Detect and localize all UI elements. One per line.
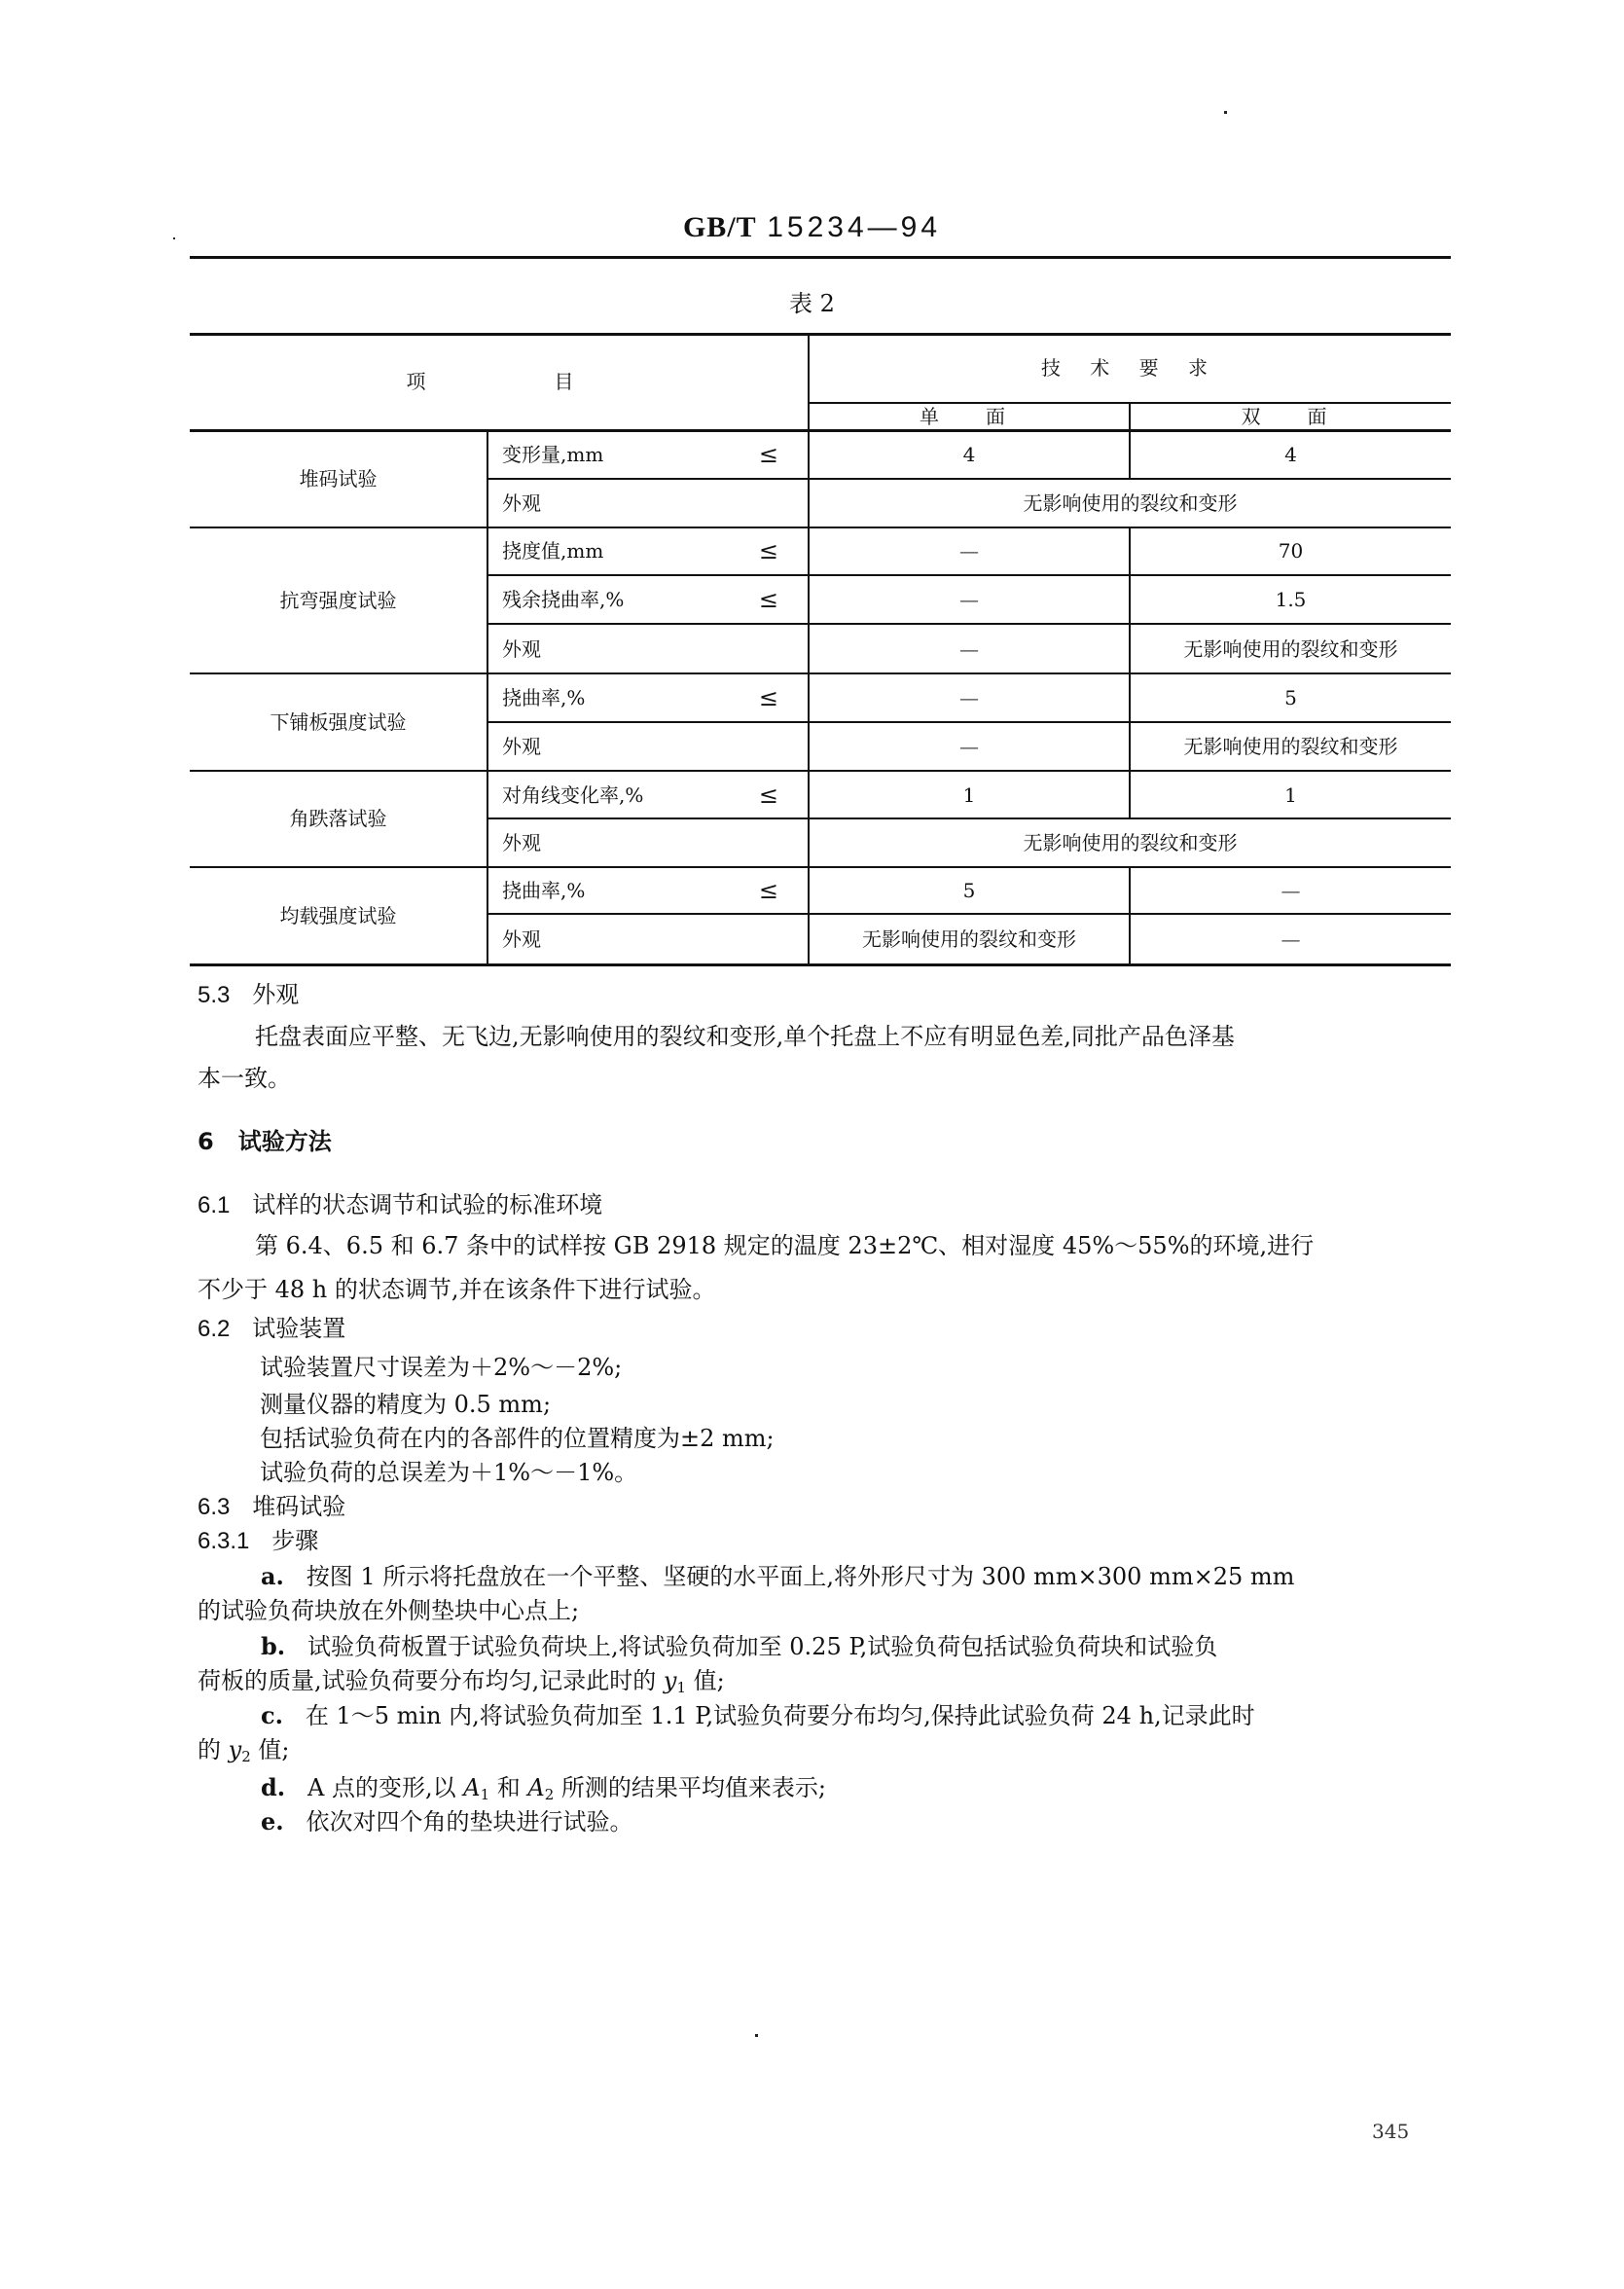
row-item-label: 外观 (502, 636, 541, 661)
requirements-table (190, 333, 1451, 965)
row-item-label: 挠度值,mm (502, 539, 604, 563)
value: 70 (1278, 539, 1304, 563)
step-text: 所测的结果平均值来表示; (554, 1774, 827, 1801)
section-6-2-item: 包括试验负荷在内的各部件的位置精度为±2 mm; (260, 1425, 775, 1452)
le-symbol: ≤ (758, 586, 778, 613)
value: — (959, 686, 979, 709)
section-number: 6.3.1 (198, 1528, 250, 1554)
value: 无影响使用的裂纹和变形 (1023, 831, 1238, 854)
row-double-value (1131, 430, 1451, 478)
variable-subscript: 1 (676, 1679, 686, 1696)
section-6-1-para-line: 不少于 48 h 的状态调节,并在该条件下进行试验。 (198, 1276, 716, 1303)
variable-y: y (228, 1736, 242, 1763)
row-item (488, 868, 808, 913)
step-text: 值; (686, 1667, 725, 1694)
value: 1.5 (1275, 588, 1307, 611)
row-single-value (810, 430, 1129, 478)
row-item-label: 外观 (502, 927, 541, 951)
le-symbol: ≤ (758, 440, 778, 468)
row-double-value (1131, 625, 1451, 672)
scan-speck (755, 2034, 758, 2037)
group-name (190, 771, 487, 866)
le-symbol: ≤ (758, 684, 778, 711)
row-item-label: 对角线变化率,% (502, 782, 644, 807)
row-double-value (1131, 868, 1451, 913)
step-text: 按图 1 所示将托盘放在一个平整、坚硬的水平面上,将外形尺寸为 300 mm×300 mm×25 mm (306, 1563, 1295, 1590)
row-item-label: 变形量,mm (502, 442, 604, 466)
section-title: 外观 (252, 981, 300, 1008)
header-double-side-label: 双 面 (1241, 405, 1341, 428)
row-merged-value (810, 819, 1451, 866)
value: — (1281, 927, 1301, 951)
section-number: 5.3 (198, 982, 231, 1008)
le-symbol: ≤ (758, 877, 778, 904)
section-6-2-item: 试验装置尺寸误差为＋2%～－2%; (260, 1354, 623, 1381)
header-requirements-label: 技 术 要 求 (1040, 356, 1220, 380)
section-title: 步骤 (271, 1527, 319, 1554)
group-name (190, 673, 487, 770)
step-c (261, 1701, 1255, 1730)
step-label: e. (261, 1807, 284, 1835)
section-6-2-item: 测量仪器的精度为 0.5 mm; (260, 1391, 552, 1418)
row-single-value (810, 674, 1129, 721)
row-item-label: 外观 (502, 831, 541, 854)
section-6-1-para-line: 第 6.4、6.5 和 6.7 条中的试样按 GB 2918 规定的温度 23±2℃、相对湿度 45%～55%的环境,进行 (255, 1232, 1315, 1259)
section-number: 6.3 (198, 1494, 231, 1520)
group-name-label: 堆码试验 (299, 466, 378, 490)
value: 1 (962, 782, 976, 807)
row-item-label: 挠曲率,% (502, 686, 586, 709)
value: 无影响使用的裂纹和变形 (1183, 636, 1398, 661)
section-6-1-heading (198, 1190, 602, 1220)
row-item-label: 残余挠曲率,% (502, 588, 625, 611)
header-requirements (810, 333, 1451, 403)
step-a (261, 1562, 1294, 1591)
step-a-continuation: 的试验负荷块放在外侧垫块中心点上; (198, 1597, 580, 1624)
group-name (190, 867, 487, 963)
value: — (959, 588, 979, 611)
row-single-value (810, 868, 1129, 913)
section-6-2-heading (198, 1314, 345, 1344)
value: — (959, 539, 979, 563)
step-text: 和 (489, 1774, 528, 1801)
group-name (190, 430, 487, 527)
row-single-value (810, 576, 1129, 623)
header-item (190, 333, 808, 430)
row-item-label: 外观 (502, 490, 541, 515)
step-e (261, 1807, 633, 1836)
step-b-continuation (198, 1666, 725, 1702)
row-item-label: 挠曲率,% (502, 879, 586, 902)
step-text: 值; (250, 1736, 290, 1763)
header-rule (190, 256, 1451, 259)
header-single-side (810, 403, 1129, 430)
step-label: c. (261, 1701, 283, 1729)
value: 5 (1284, 686, 1297, 709)
value: — (959, 636, 979, 661)
header-double-side (1131, 403, 1451, 430)
header-item-label: 项 目 (406, 370, 592, 393)
row-item (488, 576, 808, 623)
section-5-3-para-line: 托盘表面应平整、无飞边,无影响使用的裂纹和变形,单个托盘上不应有明显色差,同批产品色泽基 (255, 1023, 1235, 1050)
row-item (488, 479, 808, 527)
value: — (1281, 879, 1301, 902)
row-single-value (810, 625, 1129, 672)
section-title: 试样的状态调节和试验的标准环境 (252, 1191, 603, 1218)
row-item (488, 430, 808, 478)
page-number: 345 (1372, 2120, 1410, 2143)
group-name-label: 下铺板强度试验 (270, 709, 407, 734)
section-number: 6.1 (198, 1192, 231, 1218)
variable-a: A (463, 1774, 481, 1801)
value: 无影响使用的裂纹和变形 (1183, 735, 1398, 758)
row-item (488, 915, 808, 963)
section-6-heading (198, 1127, 332, 1156)
step-text: 依次对四个角的垫块进行试验。 (306, 1808, 633, 1835)
group-name (190, 527, 487, 672)
row-item (488, 527, 808, 574)
scan-speck (1224, 111, 1227, 114)
section-5-3-para-line: 本一致。 (198, 1065, 291, 1092)
variable-a: A (527, 1774, 545, 1801)
step-text: 荷板的质量,试验负荷要分布均匀,记录此时的 (198, 1667, 664, 1694)
step-d (261, 1773, 826, 1809)
row-double-value (1131, 674, 1451, 721)
row-double-value (1131, 576, 1451, 623)
row-single-value (810, 723, 1129, 770)
variable-subscript: 2 (544, 1786, 555, 1803)
le-symbol: ≤ (758, 781, 778, 809)
section-5-3-heading (198, 980, 299, 1010)
header-single-side-label: 单 面 (920, 405, 1019, 428)
document-code-prefix: GB/T (682, 211, 757, 243)
step-label: d. (261, 1773, 286, 1801)
step-text: 的 (198, 1736, 229, 1763)
step-text: 试验负荷板置于试验负荷块上,将试验负荷加至 0.25 P,试验负荷包括试验负荷块和试验负 (307, 1633, 1218, 1660)
variable-subscript: 1 (480, 1786, 490, 1803)
row-item (488, 772, 808, 818)
group-name-label: 均载强度试验 (279, 903, 397, 927)
value: 无影响使用的裂纹和变形 (862, 927, 1076, 951)
table-caption: 表 2 (789, 290, 835, 317)
row-single-value (810, 915, 1129, 963)
group-name-label: 角跌落试验 (289, 807, 387, 830)
section-title: 试验方法 (237, 1128, 332, 1155)
section-6-2-item: 试验负荷的总误差为＋1%～－1%。 (260, 1459, 638, 1486)
row-item (488, 625, 808, 672)
value: 4 (962, 442, 976, 466)
le-symbol: ≤ (758, 537, 778, 564)
row-item (488, 723, 808, 770)
variable-y: y (663, 1667, 677, 1694)
row-double-value (1131, 527, 1451, 574)
value: — (959, 735, 979, 758)
row-item (488, 674, 808, 721)
step-b (261, 1632, 1217, 1661)
value: 1 (1284, 782, 1297, 807)
row-double-value (1131, 723, 1451, 770)
document-code-number: 15234—94 (767, 211, 942, 243)
section-title: 堆码试验 (252, 1493, 346, 1520)
row-double-value (1131, 915, 1451, 963)
value: 5 (962, 879, 976, 902)
section-6-3-1-heading (198, 1526, 318, 1556)
variable-subscript: 2 (241, 1748, 251, 1765)
step-label: b. (261, 1632, 286, 1660)
row-double-value (1131, 772, 1451, 818)
row-single-value (810, 772, 1129, 818)
row-merged-value (810, 479, 1451, 527)
table-bottom-rule (190, 963, 1451, 966)
step-c-continuation (198, 1735, 289, 1771)
document-code (0, 208, 1624, 247)
value: 4 (1284, 442, 1297, 466)
step-text: A 点的变形,以 (307, 1774, 464, 1801)
section-title: 试验装置 (252, 1315, 346, 1342)
section-number: 6 (198, 1128, 214, 1155)
step-text: 在 1～5 min 内,将试验负荷加至 1.1 P,试验负荷要分布均匀,保持此试验负荷 24 h,记录此时 (305, 1702, 1255, 1729)
row-item (488, 819, 808, 866)
section-number: 6.2 (198, 1316, 231, 1342)
step-label: a. (261, 1562, 284, 1590)
row-item-label: 外观 (502, 735, 541, 758)
group-name-label: 抗弯强度试验 (279, 588, 397, 612)
value: 无影响使用的裂纹和变形 (1023, 490, 1238, 515)
row-single-value (810, 527, 1129, 574)
section-6-3-heading (198, 1492, 345, 1522)
